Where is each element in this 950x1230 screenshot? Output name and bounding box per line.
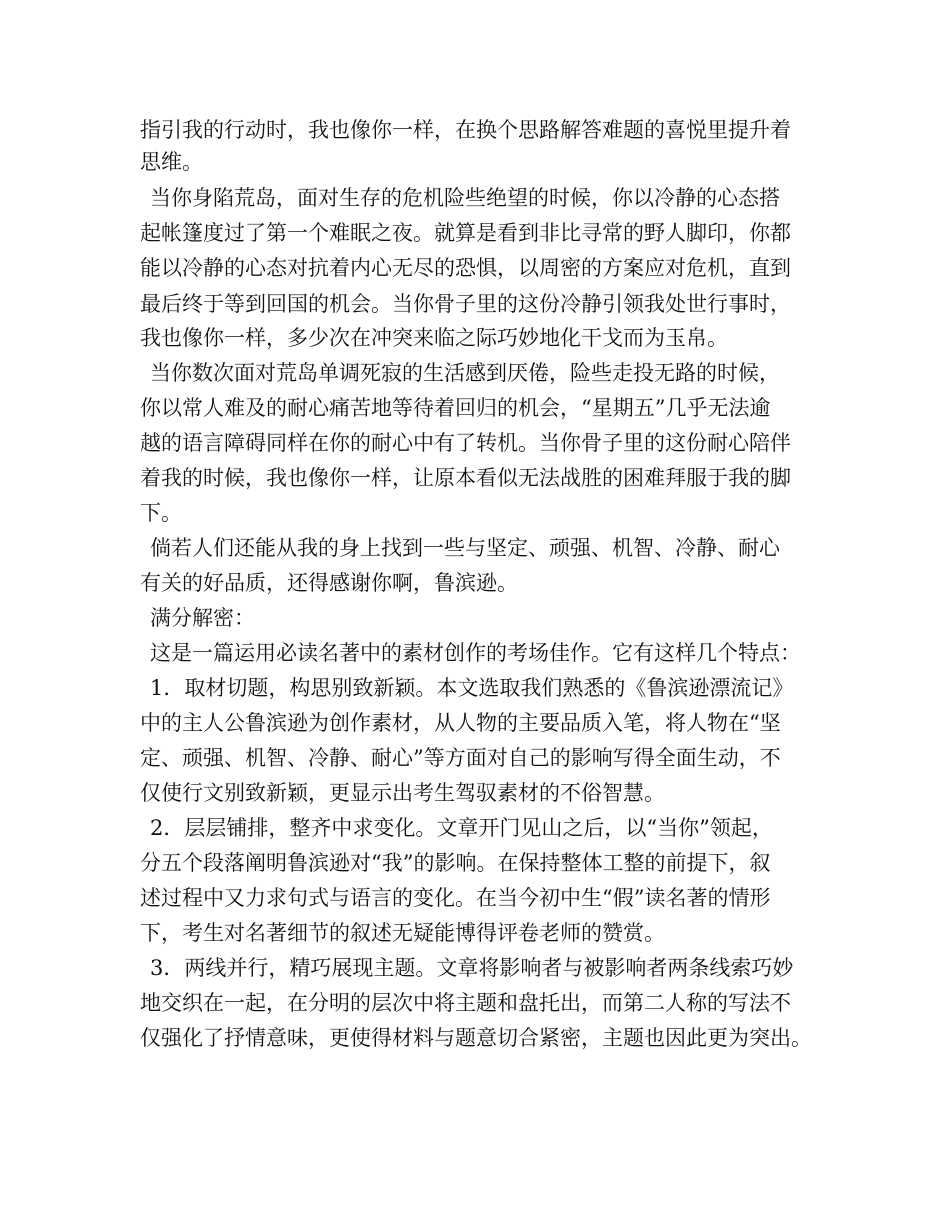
text-line: 下，考生对名著细节的叙述无疑能博得评卷老师的赞赏。: [140, 921, 665, 945]
text-line: 分五个段落阐明鲁滨逊对“我”的影响。在保持整体工整的前提下，叙: [140, 851, 771, 875]
text-line: 中的主人公鲁滨逊为创作素材，从人物的主要品质入笔，将人物在“坚: [140, 711, 781, 735]
text-line: 越的语言障碍同样在你的耐心中有了转机。当你骨子里的这份耐心陪伴: [140, 431, 791, 455]
text-line: 你以常人难及的耐心痛苦地等待着回归的机会，“星期五”几乎无法逾: [140, 396, 771, 420]
text-line: 仅强化了抒情意味，更使得材料与题意切合紧密，主题也因此更为突出。: [140, 1026, 812, 1050]
text-line: 这是一篇运用必读名著中的素材创作的考场佳作。它有这样几个特点：: [150, 641, 801, 665]
text-line: 当你数次面对荒岛单调死寂的生活感到厌倦，险些走投无路的时候，: [150, 361, 780, 385]
text-line: 思维。: [140, 150, 203, 174]
text-line: 述过程中又力求句式与语言的变化。在当今初中生“假”读名著的情形: [140, 886, 771, 910]
text-line: 仅使行文别致新颖，更显示出考生驾驭素材的不俗智慧。: [140, 781, 665, 805]
text-line: 定、顽强、机智、冷静、耐心”等方面对自己的影响写得全面生动，不: [140, 746, 781, 770]
text-line: 下。: [140, 501, 182, 525]
text-line: 起帐篷度过了第一个难眠之夜。就算是看到非比寻常的野人脚印，你都: [140, 221, 791, 245]
text-line: 有关的好品质，还得感谢你啊，鲁滨逊。: [140, 571, 518, 595]
text-line: 着我的时候，我也像你一样，让原本看似无法战胜的困难拜服于我的脚: [140, 466, 791, 490]
text-line: 当你身陷荒岛，面对生存的危机险些绝望的时候，你以冷静的心态搭: [150, 186, 780, 210]
text-line: 地交织在一起，在分明的层次中将主题和盘托出，而第二人称的写法不: [140, 991, 791, 1015]
text-line: 指引我的行动时，我也像你一样，在换个思路解答难题的喜悦里提升着: [140, 118, 791, 142]
text-line: 2．层层铺排，整齐中求变化。文章开门见山之后，以“当你”领起，: [150, 816, 773, 840]
text-line: 满分解密：: [150, 606, 255, 630]
text-line: 最后终于等到回国的机会。当你骨子里的这份冷静引领我处世行事时，: [140, 292, 791, 316]
text-line: 3．两线并行，精巧展现主题。文章将影响者与被影响者两条线索巧妙: [150, 956, 794, 980]
text-line: 1．取材切题，构思别致新颖。本文选取我们熟悉的《鲁滨逊漂流记》: [150, 676, 794, 700]
text-line: 我也像你一样，多少次在冲突来临之际巧妙地化干戈而为玉帛。: [140, 326, 728, 350]
text-line: 能以冷静的心态对抗着内心无尽的恐惧，以周密的方案应对危机，直到: [140, 256, 791, 280]
text-line: 倘若人们还能从我的身上找到一些与坚定、顽强、机智、冷静、耐心: [150, 536, 780, 560]
